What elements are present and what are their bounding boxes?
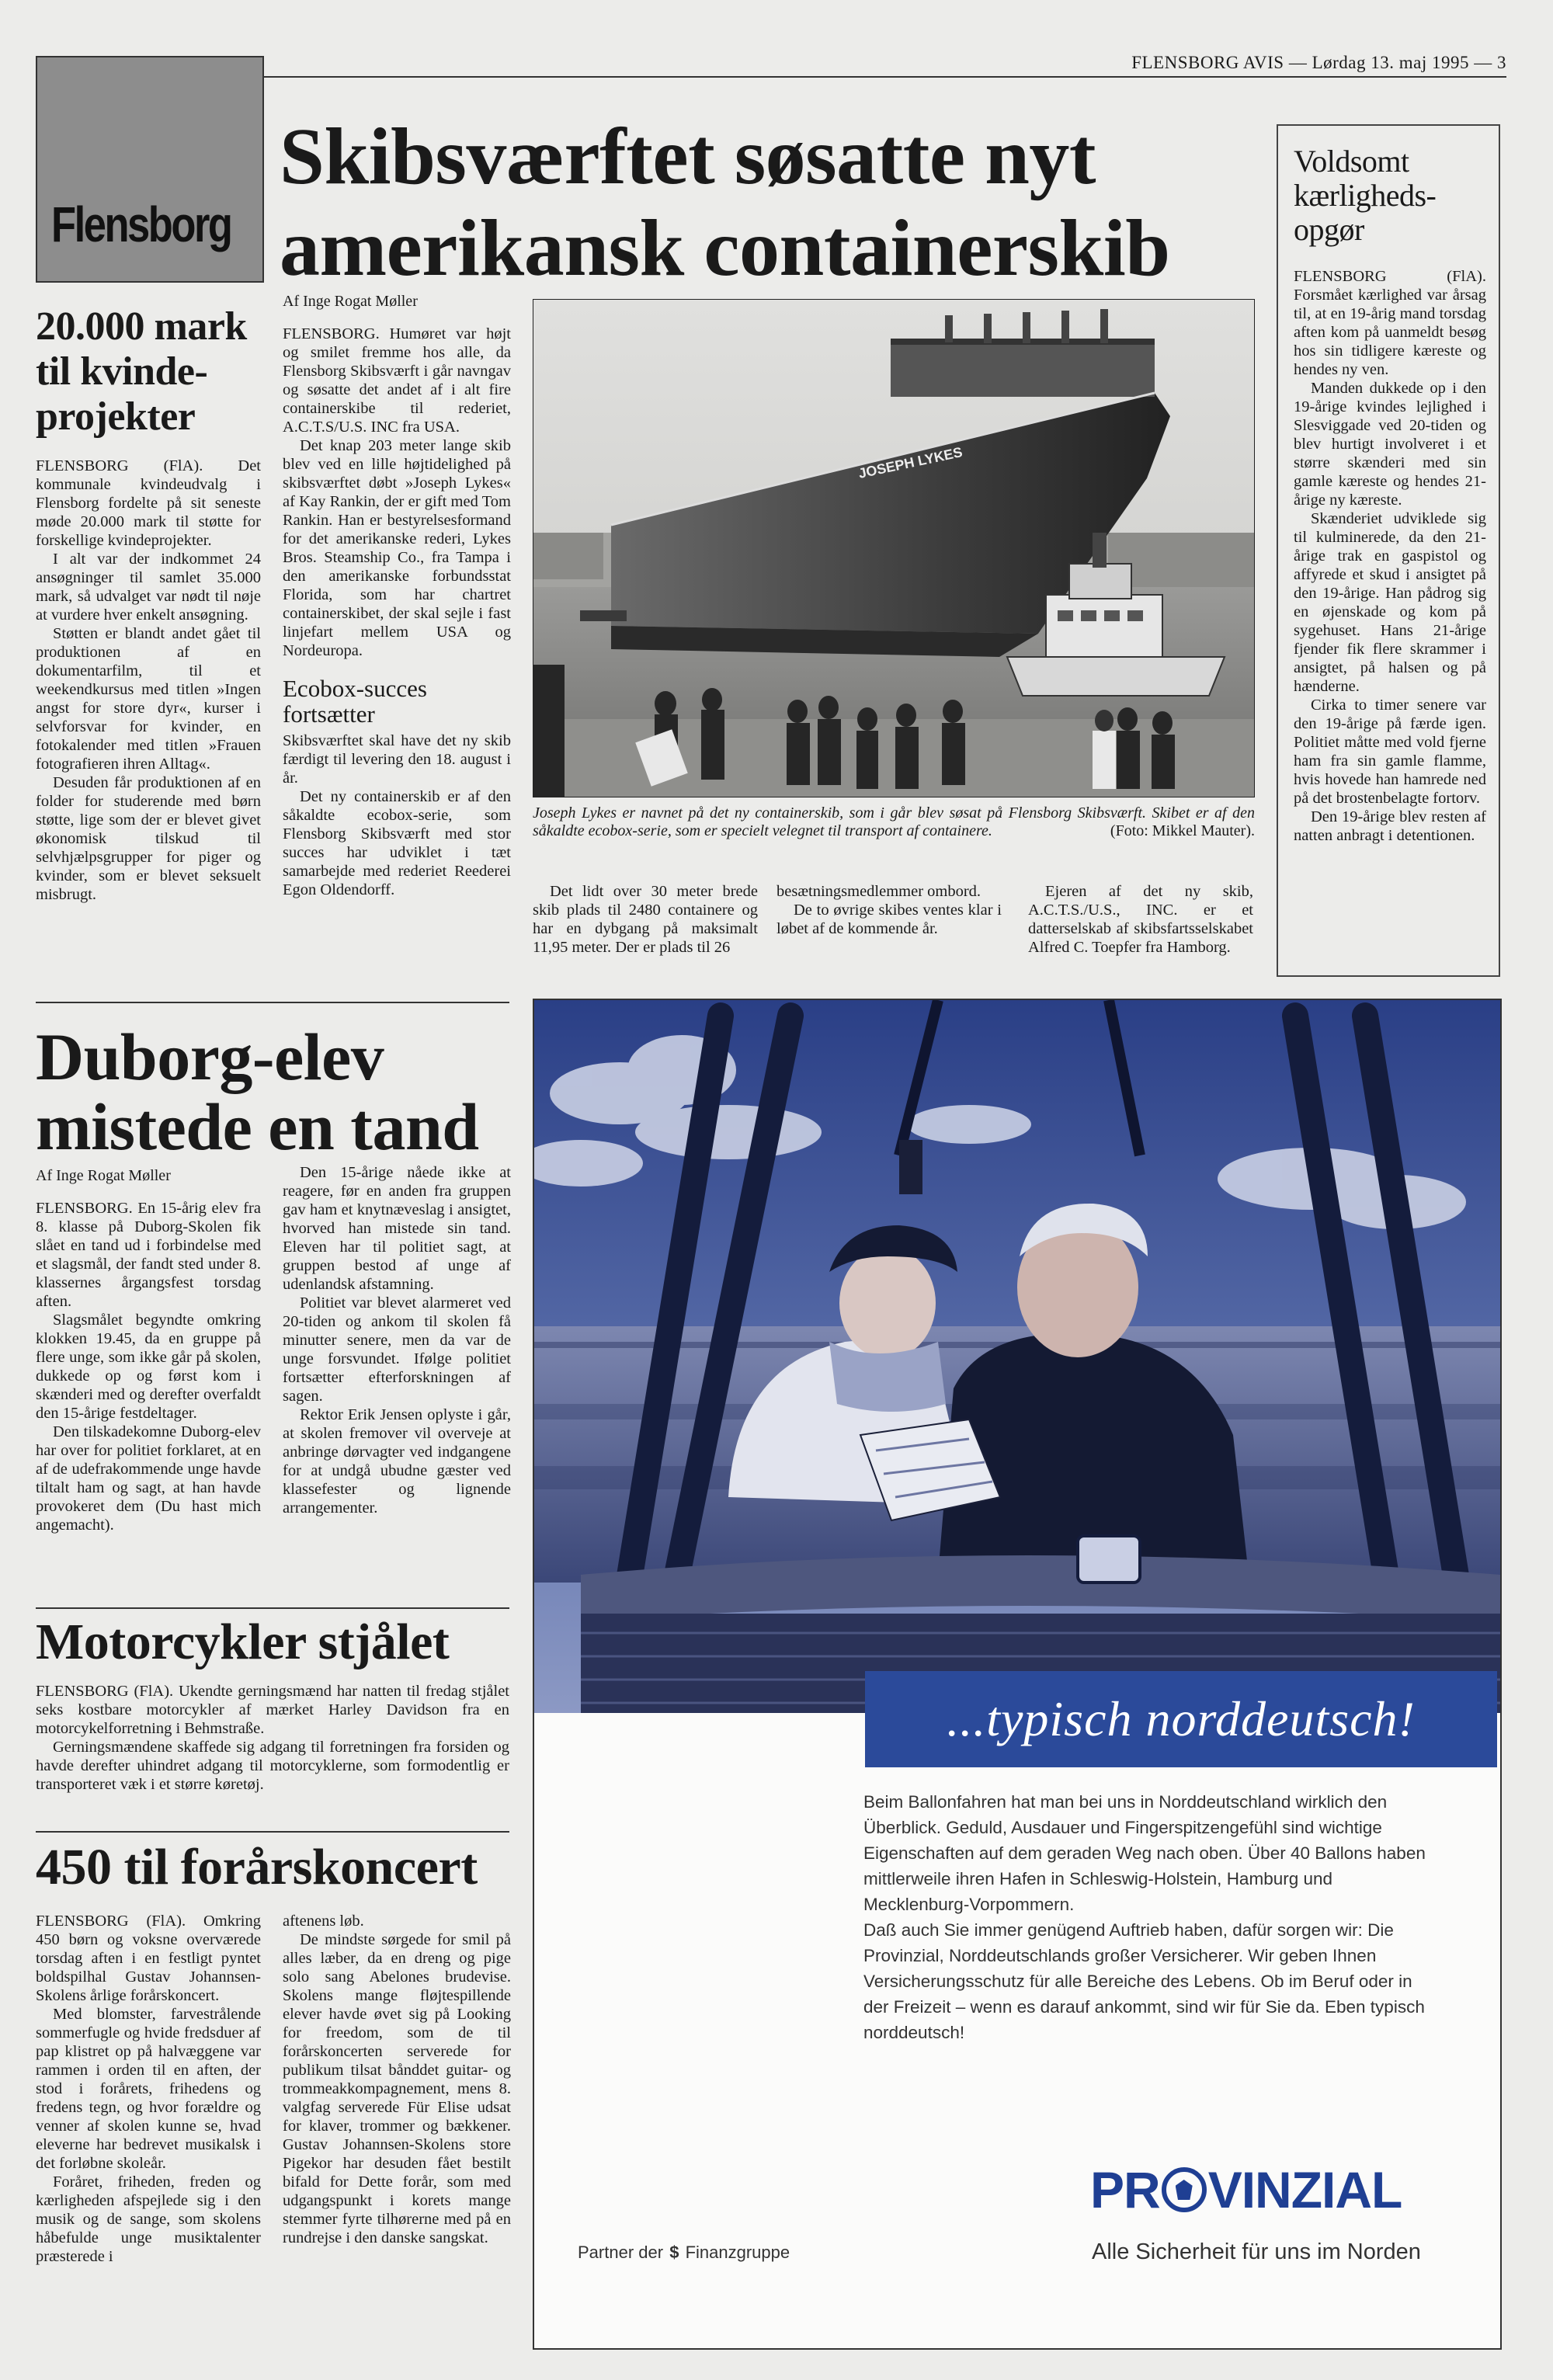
right-story-headline: Voldsomt kærligheds-opgør [1294, 144, 1437, 247]
ship-name: JOSEPH LYKES [856, 443, 964, 481]
duborg-headline: Duborg-elev mistede en tand [36, 1020, 479, 1164]
ad-slogan-banner [865, 1671, 1497, 1767]
right-story-text: FLENSBORG (FlA). Forsmået kærlighed var årsag til, at en 19-årig mand torsdag aften kom på uanmeldt besøg hos sin tidligere kæreste og hendes ny ven. Manden dukkede op i den 19-årige kvindes lejlighed i Slesviggade ved 20-tiden og blev hurtigt involveret i et større skænderi med sin gamle kæreste og hendes 21-årige ny kæreste. Skænderiet udviklede sig til kulminerede, da den 21-årige trak en gaspistol og affyrede et skud i ansigtet på den 19-årige. Han pådrog sig en øjenskade og kom på sygehuset. Hans 21-årige fjender fik flere skrammer i ansigtet, på halsen og på hænderne. Cirka to timer senere var den 19-årige på færde igen. Politiet måtte med vold fjerne ham fra sin gamle flamme, hvis hovede han hamrede ned på det brostenbelagte fortorv. Den 19-årige blev resten af natten anbragt i detentionen. [1294, 268, 1486, 844]
concert-headline: 450 til forårskoncert [36, 1839, 478, 1895]
left-story-text: FLENSBORG (FlA). Det kommunale kvindeudvalg i Flensborg fordelte på sit seneste møde 20.000 mark til støtte for forskellige kvindeprojekter. I alt var der indkommet 24 ansøgninger til samlet 35.000 mark, så udvalget var nødt til nøje at vurdere hver enkelt ansøgning. Støtten er blandt andet gået til produktionen af en dokumentarfilm, til et weekendkursus med titlen »Ingen angst for store dyr«, kurser i selvforsvar for kvinder, en fotokalender med titlen »Frauen fotografieren ihren Alltag«. Desuden får produktionen af en folder for studerende med børn støtte, lige som der er blevet givet økonomisk tilskud til selvhjælpsgrupper for piger og kvinder, som er blevet seksuelt misbrugt. [36, 457, 261, 903]
ship-photo [533, 299, 1255, 797]
provinzial-tagline: Alle Sicherheit für uns im Norden [1092, 2239, 1421, 2264]
main-byline: Af Inge Rogat Møller [283, 293, 418, 310]
provinzial-emblem-icon [1162, 2167, 1207, 2212]
sparkasse-icon: $ [669, 2243, 679, 2262]
ad-slogan: ...typisch norddeutsch! [947, 1691, 1416, 1746]
duborg-col2: Den 15-årige nåede ikke at reagere, før en anden fra gruppen gav ham et knytnæveslag i ansigtet, hvorved han mistede sin tand. Eleven har til politiet sagt, at gruppen bestod af unge af udenlandsk afstamning. Politiet var blevet alarmeret ved 20-tiden og ankom til skolen få minutter senere, men da var de unge forsvundet. Ifølge politiet fortsætter efterforskningen af sagen. Rektor Erik Jensen oplyste i går, at skolen fremover vil overveje at anbringe dørvagter ved indgangene for at undgå ubudne gæster ved klassefester og lignende arrangementer. [283, 1164, 511, 1517]
section-label: Flensborg [51, 196, 231, 252]
ad-partner-line: Partner der $ Finanzgruppe [578, 2243, 790, 2262]
section-label-box [36, 56, 264, 283]
ad-balloon-photo [534, 1000, 1500, 1713]
motorcycle-headline: Motorcykler stjålet [36, 1614, 450, 1670]
main-bottom-col1: Det lidt over 30 meter brede skib plads til 2480 containere og har en dybgang på maksimalt 11,95 meter. Der er plads til 26 [533, 883, 758, 956]
left-divider-2 [36, 1607, 509, 1609]
main-bottom-col3: Ejeren af det ny skib, A.C.T.S./U.S., INC. er et datterselskab af skibsfartsselskabet Alfred C. Toepfer fra Hamborg. [1028, 883, 1253, 956]
main-subhead: Ecobox-succes fortsætter [283, 675, 427, 728]
header-rule [264, 76, 1506, 78]
main-story-text: FLENSBORG. Humøret var højt og smilet fremme hos alle, da Flensborg Skibsværft i går navngav og søsatte det andet af i alt fire containerskibe til rederiet, A.C.T.S/U.S. INC fra USA. Det knap 203 meter lange skib blev ved en lille højtidelighed på skibsværftet døbt »Joseph Lykes« af Kay Rankin, der er gift med Tom Rankin. Han er bestyrelsesformand for det amerikanske rederi, Lykes Bros. Steamship Co., fra Tampa i den amerikanske forbundsstat Florida, som har chartret containerskibet, der skal sejle i fast linjefart mellem USA og Nordeuropa. Ecobox-succes fortsætter Skibsværftet skal have det ny skib færdigt til levering den 18. august i år. Det ny containerskib er af den såkaldte ecobox-serie, som Flensborg Skibsværft med stor succes har udviklet i tæt samarbejde med rederiet Reederei Egon Oldendorff. [283, 325, 511, 898]
main-headline: Skibsværftet søsatte nyt amerikansk containerskib [280, 112, 1170, 293]
duborg-byline: Af Inge Rogat Møller [36, 1167, 171, 1184]
ad-body: Beim Ballonfahren hat man bei uns in Norddeutschland wirklich den Überblick. Geduld, Ausdauer und Fingerspitzengefühl sind wichtige Eigenschaften auf dem geraden Weg nach oben. Über 40 Ballons haben mittlerweile ihren Hafen in Schleswig-Holstein, Hamburg und Mecklenburg-Vorpommern. Daß auch Sie immer genügend Auftrieb haben, dafür sorgen wir: Die Provinzial, Norddeutschlands großer Versicherer. Wir geben Ihnen Versicherungsschutz für alle Bereiche des Lebens. Ob im Beruf oder in der Freizeit – wenn es darauf ankommt, sind wir für Sie da. Eben typisch norddeutsch! [863, 1792, 1426, 2042]
duborg-col1: FLENSBORG. En 15-årig elev fra 8. klasse på Duborg-Skolen fik slået en tand ud i forbindelse med et slagsmål, der fandt sted under 8. klassernes årgangsfest torsdag aften. Slagsmålet begyndte omkring klokken 19.45, da en gruppe på flere unge, som ikke går på skolen, dukkede op og først kom i skænderi med og derefter overfaldt den 15-årige festdeltager. Den tilskadekomne Duborg-elev har over for politiet forklaret, at en af de udefrakommende unge havde tiltalt ham og sagt, at han havde provokeret dem (Du hast mich angemacht). [36, 1200, 261, 1534]
photo-credit: (Foto: Mikkel Mauter). [1110, 822, 1255, 839]
photo-caption: Joseph Lykes er navnet på det ny containerskib, som i går blev søsat på Flensborg Skibsværft. Skibet er af den såkaldte ecobox-serie, som er specielt velegnet til transport af containere. (Foto: Mikkel Mauter). [533, 804, 1255, 839]
left-story-headline: 20.000 mark til kvinde-projekter [36, 304, 247, 439]
motorcycle-text: FLENSBORG (FlA). Ukendte gerningsmænd har natten til fredag stjålet seks kostbare motorcykler af mærket Harley Davidson fra en motorcykelforretning i Behmstraße. Gerningsmændene skaffede sig adgang til forretningen fra forsiden og havde derefter uhindret adgang til motorcyklerne, som formodentlig er transporteret væk i et større køretøj. [36, 1683, 509, 1793]
left-divider-3 [36, 1831, 509, 1833]
provinzial-logo: PR VINZIAL [1090, 2161, 1402, 2218]
left-divider-1 [36, 1002, 509, 1003]
main-bottom-col2: besætningsmedlemmer ombord. De to øvrige skibes ventes klar i løbet af de kommende år. [776, 883, 1002, 937]
concert-col1: FLENSBORG (FlA). Omkring 450 børn og voksne overværede torsdag aften i en festligt pyntet boldspilhal Gustav Johannsen-Skolens årlige forårskoncert. Med blomster, farvestrålende sommerfugle og hvide fredsduer af pap klistret op på halvæggene var rammen i orden til en aften, der stod i forårets, frihedens og fredens tegn, og hvor forældre og venner af skolen kunne se, hvad eleverne har bedrevet musikalsk i det forløbne skoleår. Foråret, friheden, freden og kærligheden afspejlede sig i den musik og de sange, som skolens håbefulde unge musiktalenter præsterede i [36, 1913, 261, 2265]
running-head: FLENSBORG AVIS — Lørdag 13. maj 1995 — 3 [1131, 53, 1506, 72]
concert-col2: aftenens løb. De mindste sørgede for smil på alles læber, da en dreng og pige solo sang Abelones brudevise. Skolens mange fløjtespillende elever havde øvet sig på Looking for freedom, som de til forårskoncerten serverede for publikum tilsat bånddet guitar- og trommeakkompagnement, mens 8. valgfag serverede Für Elise udsat for klaver, trommer og bækkener. Gustav Johannsen-Skolens store Pigekor har desuden fået bestilt bifald for Dette forår, som med udgangspunkt i korets mange stemmer fyrte tilhørerne med på en rundrejse i den danske sangskat. [283, 1913, 511, 2246]
